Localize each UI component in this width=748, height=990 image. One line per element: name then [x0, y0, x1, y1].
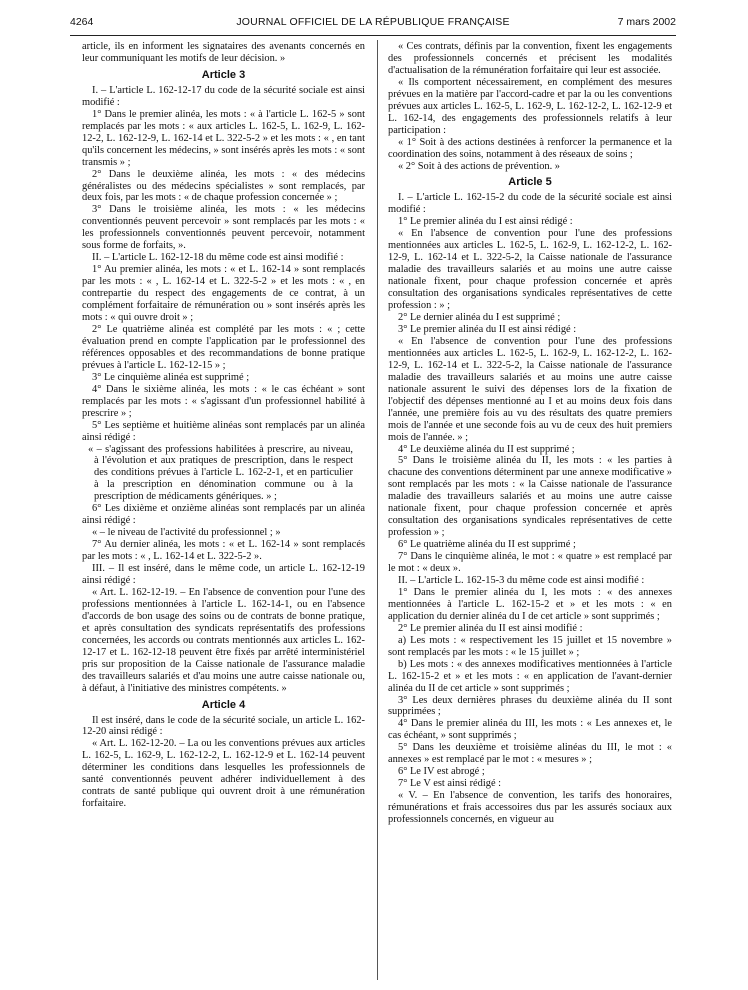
paragraph: « 2° Soit à des actions de prévention. »: [398, 160, 561, 172]
paragraph: article, ils en informent les signataires des avenants concernés en leur communiquant les motifs de leur décision. »: [82, 41, 365, 64]
paragraph: « – le niveau de l'activité du professionnel ; »: [92, 527, 281, 539]
article-heading: Article 3: [201, 68, 246, 81]
paragraph: 2° Le dernier alinéa du I est supprimé ;: [398, 312, 561, 324]
paragraph: « – s'agissant des professions habilitées à prescrire, au niveau, à l'évolution et aux pratiques de prescription, dans le respect des conditions prévues à l'article L. 162-2-1, et en particulier à la prescription en dénomination commune ou à la prescription de médicaments génériques. » ;: [88, 443, 353, 503]
paragraph: « 1° Soit à des actions destinées à renforcer la permanence et la coordination des soins, notamment à des réseaux de soins ;: [388, 136, 672, 160]
paragraph: 6° Le quatrième alinéa du II est supprimé ;: [398, 539, 576, 551]
paragraph: 3° Les deux dernières phrases du deuxième alinéa du II sont supprimées ;: [388, 694, 672, 718]
paragraph: « Art. L. 162-12-20. – La ou les conventions prévues aux articles L. 162-5, L. 162-9, L. 162-12-2, L. 162-12-9 et L. 162-14 peuvent déterminer les conditions dans lesquelles les professionnels de santé conventionnés peuvent adhérer individuellement à des contrats de santé publique qui ouvrent droit à une rémunération forfaitaire.: [82, 738, 365, 810]
paragraph: 4° Dans le sixième alinéa, les mots : « le cas échéant » sont remplacés par les mots : « s'agissant d'un professionnel habilité à prescrire » ;: [82, 383, 365, 419]
page-number: 4264: [70, 16, 94, 28]
article-heading: Article 4: [201, 698, 246, 711]
publication-date: 7 mars 2002: [617, 16, 676, 28]
paragraph: III. – Il est inséré, dans le même code, un article L. 162-12-19 ainsi rédigé :: [82, 563, 365, 586]
paragraph: 5° Les septième et huitième alinéas sont remplacés par un alinéa ainsi rédigé :: [82, 419, 365, 443]
paragraph: 7° Dans le cinquième alinéa, le mot : « quatre » est remplacé par le mot : « deux ».: [388, 551, 672, 575]
paragraph: 3° Dans le troisième alinéa, les mots : « les médecins conventionnés peuvent percevoir » sont remplacés par les mots : « les professionnels conventionnés peuvent percevoir, notamment sous forme de forfaits, ».: [82, 204, 365, 252]
paragraph: 2° Le premier alinéa du II est ainsi modifié :: [398, 622, 583, 634]
paragraph: 3° Le cinquième alinéa est supprimé ;: [92, 371, 250, 383]
paragraph: 5° Dans les deuxième et troisième alinéas du III, le mot : « annexes » est remplacé par le mot : « mesures » ;: [388, 742, 672, 766]
paragraph: I. – L'article L. 162-12-17 du code de la sécurité sociale est ainsi modifié :: [82, 84, 365, 108]
paragraph: 6° Le IV est abrogé ;: [398, 766, 485, 778]
paragraph: « En l'absence de convention pour l'une des professions mentionnées aux articles L. 162-5, L. 162-9, L. 162-12-2, L. 162-12-9, L. 162-14 et L. 322-5-2, la Caisse nationale de l'assurance maladie des travailleurs salariés et au moins une autre caisse nationale assurent le suivi des dépenses lors de la fixation de l'objectif des dépenses mentionné au I et au moins deux fois dans l'année, une première fois au vu des résultats des quatre premiers mois de l'année et une seconde fois au vu de ceux des huit premiers mois de l'année. » ;: [388, 335, 672, 443]
paragraph: 1° Au premier alinéa, les mots : « et L. 162-14 » sont remplacés par les mots : « , L. 162-14 et L. 322-5-2 » et les mots : « , en contrepartie du respect des engagements de ce contrat, à un complément forfaitaire de rémunération ou » sont insérés après les mots : « qui ouvre droit » ;: [82, 264, 365, 324]
paragraph: « V. – En l'absence de convention, les tarifs des honoraires, rémunérations et frais accessoires dus par les assurés sociaux aux professionnels concernés, en vigueur au: [388, 790, 672, 826]
left-column: [82, 41, 365, 981]
paragraph: b) Les mots : « des annexes modificatives mentionnées à l'article L. 162-15-2 et » et les mots : « en application de l'avant-dernier alinéa du II de cet article » sont supprimés ;: [388, 658, 672, 694]
paragraph: 1° Le premier alinéa du I est ainsi rédigé :: [398, 216, 573, 228]
paragraph: I. – L'article L. 162-15-2 du code de la sécurité sociale est ainsi modifié :: [388, 192, 672, 216]
paragraph: 2° Dans le deuxième alinéa, les mots : « des médecins généralistes ou des médecins spécialistes » sont remplacés, par deux fois, par les mots : « de chaque profession concernée » ;: [82, 168, 365, 204]
paragraph: 4° Le deuxième alinéa du II est supprimé ;: [398, 443, 575, 455]
right-column: [388, 41, 672, 981]
column-divider: [377, 40, 378, 980]
paragraph: 2° Le quatrième alinéa est complété par les mots : « ; cette évaluation prend en compte l'application par le professionnel des références opposables et des recommandations de bonne pratique prévues à l'article L. 162-12-15 » ;: [82, 323, 365, 371]
paragraph: a) Les mots : « respectivement les 15 juillet et 15 novembre » sont remplacés par les mots : « le 15 juillet » ;: [388, 634, 672, 658]
paragraph: « Ils comportent nécessairement, en complément des mesures prévues en la matière par l'accord-cadre et par la ou les conventions prévues aux articles L. 162-5, L. 162-9, L. 162-12-2, L. 162-12-9 et L. 162-14, des engagements des professionnels relatifs à leur participation :: [388, 76, 672, 136]
paragraph: 4° Dans le premier alinéa du III, les mots : « Les annexes et, le cas échéant, » sont supprimés ;: [388, 718, 672, 742]
paragraph: 6° Les dixième et onzième alinéas sont remplacés par un alinéa ainsi rédigé :: [82, 503, 365, 527]
paragraph: II. – L'article L. 162-15-3 du même code est ainsi modifié :: [398, 574, 645, 586]
paragraph: 1° Dans le premier alinéa du I, les mots : « des annexes mentionnées à l'article L. 162-15-2 et » et les mots : « en application du dernier alinéa du I de cet article » sont supprimés ;: [388, 586, 672, 622]
paragraph: 7° Au dernier alinéa, les mots : « et L. 162-14 » sont remplacés par les mots : « , L. 162-14 et L. 322-5-2 ».: [82, 539, 365, 563]
paragraph: Il est inséré, dans le code de la sécurité sociale, un article L. 162-12-20 ainsi rédigé :: [82, 714, 365, 738]
page-header: [70, 16, 676, 32]
paragraph: 1° Dans le premier alinéa, les mots : « à l'article L. 162-5 » sont remplacés par les mots : « aux articles L. 162-5, L. 162-9, L. 162-12-2, L. 162-12-9, L. 162-14 et L. 322-5-2 » et les mots : « , en tant qu'ils concernent les médecins, » sont insérés après les mots : « sont transmis » ;: [82, 108, 365, 168]
paragraph: 5° Dans le troisième alinéa du II, les mots : « les parties à chacune des conventions déterminent par une annexe modificative » sont remplacés par les mots : « la Caisse nationale de l'assurance maladie des travailleurs salariés et au moins une autre caisse nationale fixent, pour chaque profession concernée et après consultation des organisations syndicales représentatives de cette profession » ;: [388, 455, 672, 539]
paragraph: « En l'absence de convention pour l'une des professions mentionnées aux articles L. 162-5, L. 162-9, L. 162-12-2, L. 162-12-9, L. 162-14 et L. 322-5-2, la Caisse nationale de l'assurance maladie des travailleurs salariés et au moins une autre caisse nationale fixent, pour chaque profession concernée et après consultation des organisations syndicales représentatives de cette profession : » ;: [388, 228, 672, 312]
article-heading: Article 5: [508, 176, 552, 189]
header-rule: [70, 35, 676, 36]
paragraph: 3° Le premier alinéa du II est ainsi rédigé :: [398, 323, 577, 335]
paragraph: II. – L'article L. 162-12-18 du même code est ainsi modifié :: [92, 252, 344, 264]
paragraph: « Art. L. 162-12-19. – En l'absence de convention pour l'une des professions mentionnées à l'article L. 162-14-1, ou en l'absence d'accords de bon usage des soins ou de contrats de bonne pratique, et après consultation des syndicats représentatifs des professions concernées, les accords ou contrats mentionnés aux articles L. 162-12-17 et L. 162-12-18 peuvent être fixés par arrêté interministériel pris sur proposition de la Caisse nationale de l'assurance maladie des travailleurs salariés et d'au moins une autre caisse nationale ou, à défaut, à l'initiative des ministres compétents. »: [82, 586, 365, 694]
paragraph: « Ces contrats, définis par la convention, fixent les engagements des professionnels concernés et précisent les modalités d'actualisation de la rémunération forfaitaire qui leur est associée.: [388, 41, 672, 76]
paragraph: 7° Le V est ainsi rédigé :: [398, 778, 502, 790]
journal-title: JOURNAL OFFICIEL DE LA RÉPUBLIQUE FRANÇAISE: [236, 16, 510, 28]
